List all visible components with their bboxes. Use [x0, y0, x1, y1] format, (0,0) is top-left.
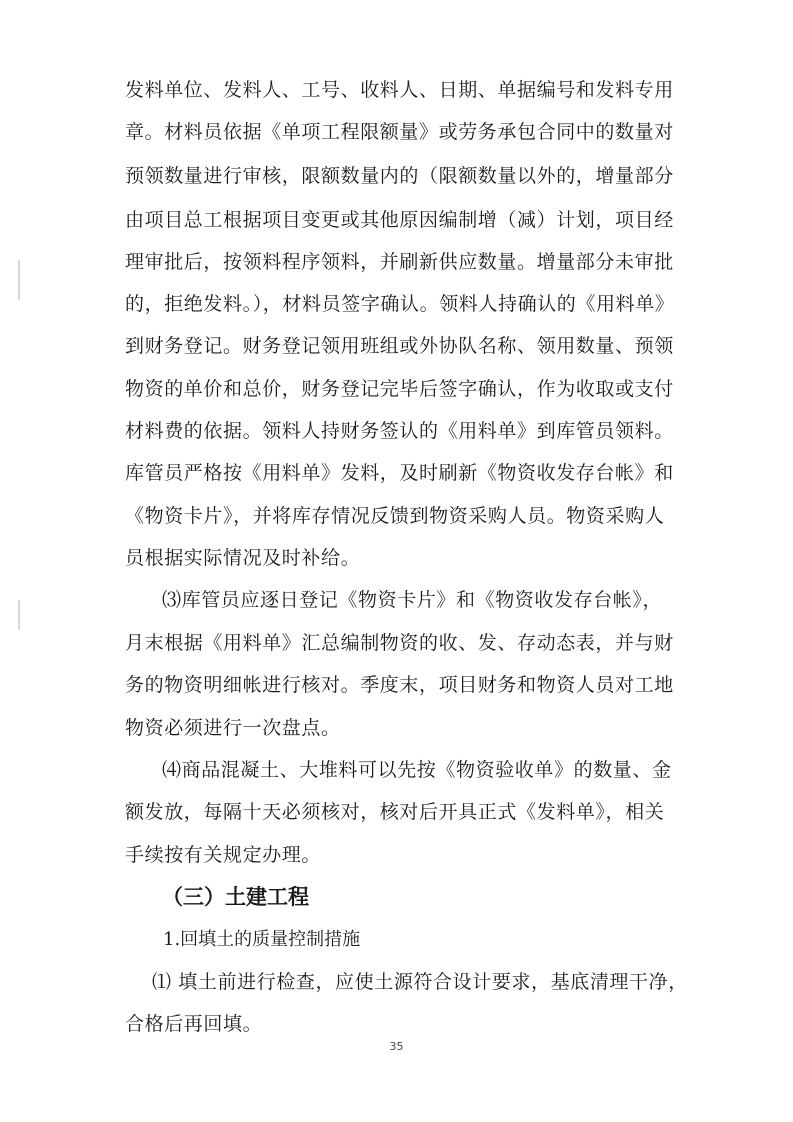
paragraph-line: 《物资卡片》，并将库存情况反馈到物资采购人员。物资采购人	[125, 505, 665, 527]
paragraph-line: ⑴ 填土前进行检查，应使土源符合设计要求，基底清理干净，	[152, 971, 688, 993]
paragraph-line: 到财务登记。财务登记领用班组或外协队名称、领用数量、预领	[125, 335, 674, 357]
paragraph-line: 物资必须进行一次盘点。	[125, 717, 341, 739]
paragraph-line: 合格后再回填。	[125, 1013, 263, 1035]
paragraph-line: 章。材料员依据《单项工程限额量》或劳务承包合同中的数量对	[125, 121, 674, 143]
paragraph-line: 手续按有关规定办理。	[125, 844, 322, 866]
paragraph-line: 理审批后，按领料程序领料，并刷新供应数量。增量部分未审批	[125, 251, 674, 273]
paragraph-line: ⑶库管员应逐日登记《物资卡片》和《物资收发存台帐》，	[162, 589, 663, 611]
paragraph-line: 物资的单价和总价，财务登记完毕后签字确认，作为收取或支付	[125, 378, 674, 400]
paragraph-line: 预领数量进行审核，限额数量内的（限额数量以外的，增量部分	[125, 165, 674, 187]
paragraph-line: 库管员严格按《用料单》发料，及时刷新《物资收发存台帐》和	[125, 462, 674, 484]
paragraph-line: 务的物资明细帐进行核对。季度末，项目财务和物资人员对工地	[125, 674, 674, 696]
scan-edge-mark	[18, 260, 20, 300]
paragraph-line: 的，拒绝发料。），材料员签字确认。领料人持确认的《用料单》	[125, 293, 675, 315]
paragraph-line: 由项目总工根据项目变更或其他原因编制增（减）计划，项目经	[125, 209, 674, 231]
page-number: 35	[389, 1040, 404, 1053]
paragraph-line: ⑷商品混凝土、大堆料可以先按《物资验收单》的数量、金	[162, 759, 672, 781]
paragraph-line: 材料费的依据。领料人持财务签认的《用料单》到库管员领料。	[125, 420, 674, 442]
paragraph-line: 发料单位、发料人、工号、收料人、日期、单据编号和发料专用	[125, 79, 674, 101]
sub-heading: 1.回填土的质量控制措施	[163, 929, 361, 950]
paragraph-line: 员根据实际情况及时补给。	[125, 547, 361, 569]
paragraph-line: 额发放，每隔十天必须核对，核对后开具正式《发料单》，相关	[125, 801, 665, 823]
section-heading: （三）土建工程	[162, 885, 309, 909]
scan-edge-mark	[18, 600, 20, 630]
paragraph-line: 月末根据《用料单》汇总编制物资的收、发、存动态表，并与财	[125, 632, 674, 654]
